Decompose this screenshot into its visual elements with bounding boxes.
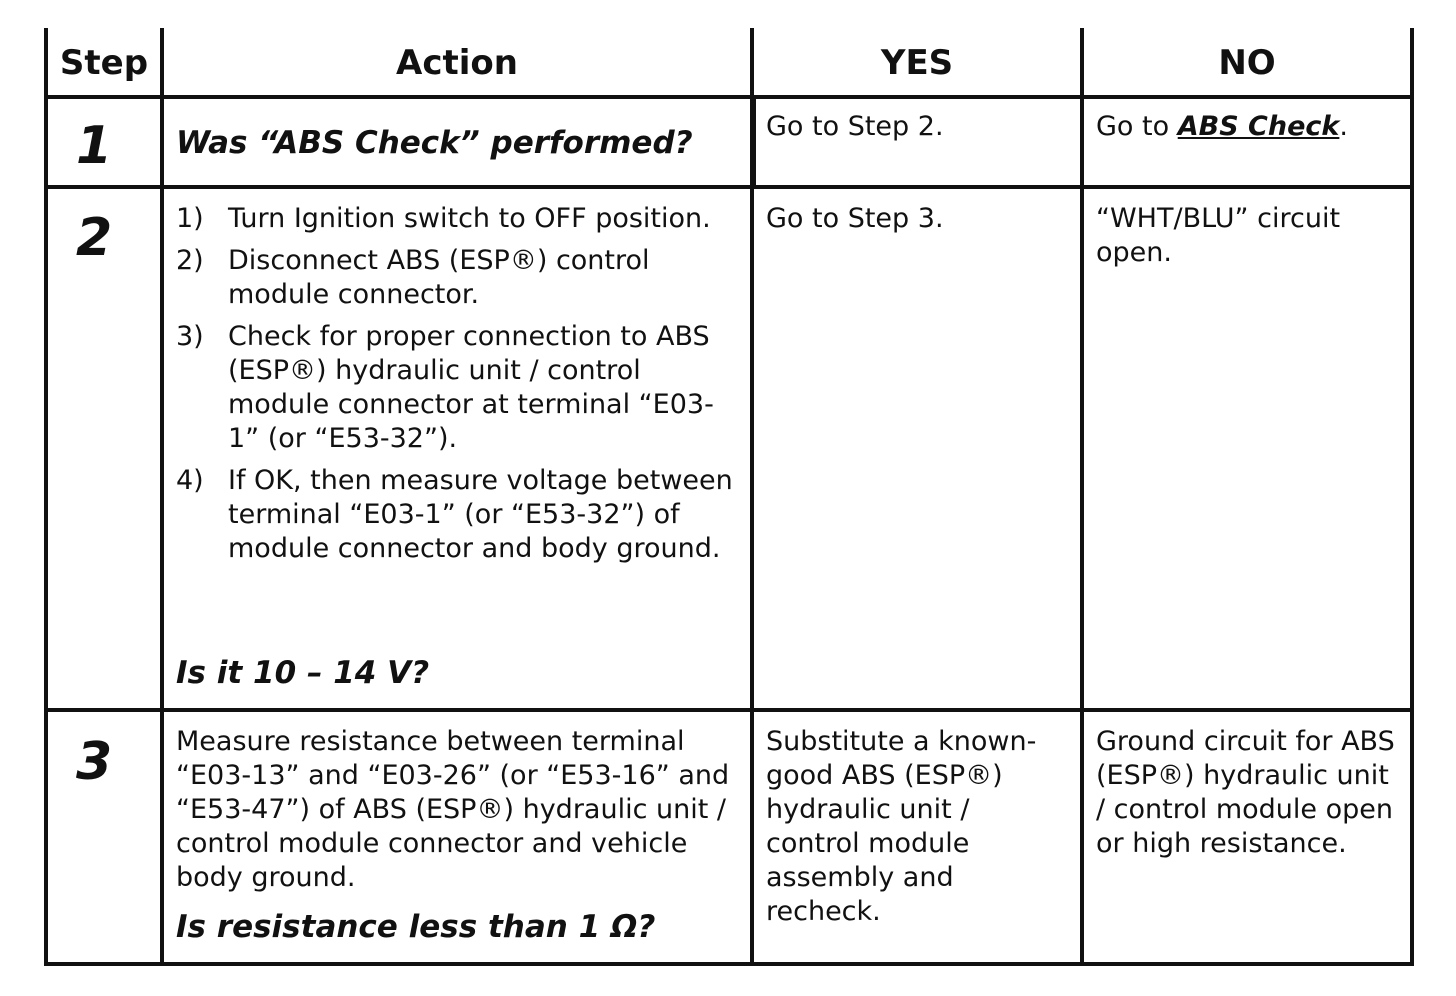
row-divider (44, 95, 1414, 99)
no-result: Ground circuit for ABS (ESP®) hydraulic unit / control module open or high resistance. (1096, 726, 1395, 859)
item-number: 4) (176, 465, 204, 496)
column-divider (1080, 28, 1084, 966)
header-action: Action (396, 43, 518, 83)
item-text: Check for proper connection to ABS (ESP®) hydraulic unit / control module connector at terminal “E03-1” (or “E53-32”). (228, 321, 714, 454)
yes-result: Substitute a known-good ABS (ESP®) hydraulic unit / control module assembly and recheck. (766, 726, 1037, 927)
item-number: 2) (176, 245, 204, 276)
item-text: If OK, then measure voltage between terminal “E03-1” (or “E53-32”) of module connector and body ground. (228, 465, 733, 564)
list-item (176, 320, 742, 456)
step-number: 3 (76, 732, 113, 792)
table-border-bottom (44, 962, 1414, 966)
header-step: Step (59, 43, 149, 83)
step-question: Is resistance less than 1 Ω? (176, 909, 656, 945)
step-question: Is it 10 – 14 V? (176, 655, 430, 691)
action-text: Measure resistance between terminal “E03-13” and “E03-26” (or “E53-16” and “E53-47”) of ABS (ESP®) hydraulic unit / control module connector and vehicle body ground. (176, 726, 730, 893)
table-border-right (1410, 28, 1414, 966)
yes-result: Go to Step 3. (766, 203, 944, 234)
list-item (176, 464, 742, 566)
list-item (176, 202, 742, 236)
step-question: Was “ABS Check” performed? (176, 125, 693, 161)
no-result (1096, 110, 1406, 144)
item-number: 1) (176, 203, 204, 234)
column-divider (160, 28, 164, 966)
header-yes: YES (880, 43, 954, 83)
action-steps (176, 202, 742, 574)
table-border-left (44, 28, 48, 966)
step-number: 2 (76, 208, 113, 268)
header-no: NO (1218, 43, 1276, 83)
no-result: “WHT/BLU” circuit open. (1096, 203, 1341, 268)
yes-result: Go to Step 2. (766, 111, 944, 142)
item-text: Turn Ignition switch to OFF position. (228, 203, 711, 234)
no-result-suffix: . (1339, 111, 1348, 142)
item-number: 3) (176, 321, 204, 352)
no-result-prefix: Go to (1096, 111, 1178, 142)
column-divider (754, 97, 756, 189)
abs-check-link[interactable]: ABS Check (1177, 111, 1340, 142)
item-text: Disconnect ABS (ESP®) control module connector. (228, 245, 650, 310)
step-number: 1 (76, 116, 113, 176)
instruction-list (176, 202, 742, 566)
row-divider (44, 708, 1414, 712)
row-divider (44, 185, 1414, 189)
list-item (176, 244, 742, 312)
